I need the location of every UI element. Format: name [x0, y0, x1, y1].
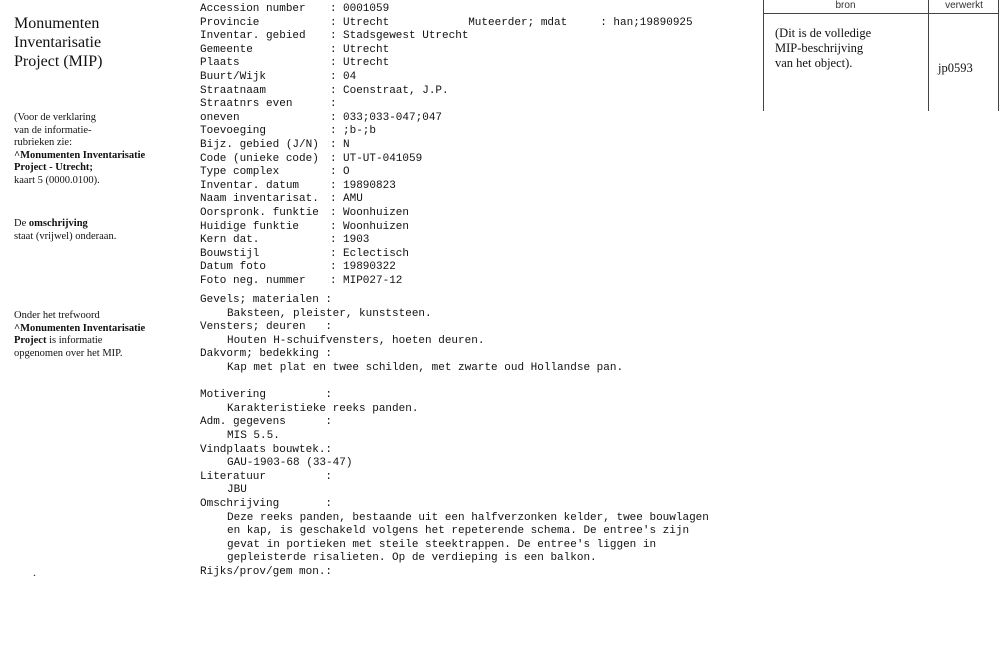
field-row	[200, 166, 468, 180]
vindplaats-label: Vindplaats bouwtek.:	[200, 443, 333, 456]
field-row	[200, 30, 468, 44]
note-line: (Voor de verklaring	[14, 112, 97, 123]
field-separator: :	[330, 166, 337, 179]
field-value: 033;033-047;047	[343, 111, 443, 124]
box-divider	[998, 0, 999, 111]
verwerkt-value: jp0593	[938, 61, 973, 75]
vensters-label: Vensters; deuren :	[200, 321, 333, 334]
field-value: 04	[343, 70, 357, 83]
bron-text	[775, 26, 925, 71]
field-label: Oorspronk. funktie	[200, 206, 319, 219]
field-separator: :	[330, 206, 337, 219]
field-row	[200, 234, 468, 248]
field-separator: :	[330, 138, 337, 151]
field-row	[200, 112, 468, 126]
motivering-text: Karakteristieke reeks panden.	[227, 402, 419, 415]
field-row	[200, 275, 468, 289]
field-separator: :	[330, 152, 337, 165]
note-line: kaart 5 (0000.0100).	[14, 174, 100, 186]
field-separator: :	[330, 274, 337, 287]
field-separator: :	[330, 193, 337, 206]
description-block	[200, 294, 709, 579]
field-label: Naam inventarisat.	[200, 193, 319, 206]
note-text: is informatie	[46, 335, 103, 346]
field-label: Type complex	[200, 166, 280, 179]
field-separator: :	[330, 247, 337, 260]
gevels-label: Gevels; materialen :	[200, 294, 333, 306]
field-value: ;b-;b	[343, 125, 377, 138]
field-row	[200, 153, 468, 167]
field-row	[200, 71, 468, 85]
field-separator: :	[330, 30, 337, 43]
field-label: Inventar. datum	[200, 179, 300, 192]
adm-text: MIS 5.5.	[227, 429, 280, 442]
note-bold: Project	[14, 335, 47, 346]
field-row	[200, 17, 468, 31]
dakvorm-text: Kap met plat en twee schilden, met zwarte oud Hollandse pan.	[227, 361, 624, 374]
omschrijving-line: en kap, is geschakeld volgens het repeterende schema. De entree's zijn	[227, 525, 690, 538]
spacer	[200, 376, 709, 390]
rijks-label: Rijks/prov/gem mon.:	[200, 565, 333, 578]
field-value: 19890322	[343, 261, 396, 274]
field-row	[200, 139, 468, 153]
field-row	[200, 85, 468, 99]
box-divider	[763, 13, 999, 14]
field-label: Gemeente	[200, 43, 253, 56]
field-separator: :	[330, 125, 337, 138]
stray-mark: .	[33, 565, 36, 579]
field-row	[200, 207, 468, 221]
field-separator: :	[330, 98, 337, 111]
literatuur-label: Literatuur :	[200, 470, 333, 483]
field-value: Utrecht	[343, 57, 390, 70]
field-separator: :	[330, 84, 337, 97]
bron-line: MIP-beschrijving	[775, 41, 864, 55]
field-label: Provincie	[200, 16, 260, 29]
field-separator: :	[330, 3, 337, 15]
field-value: MIP027-12	[343, 274, 403, 287]
note-line: rubrieken zie:	[14, 137, 73, 148]
field-row	[200, 180, 468, 194]
motivering-label: Motivering :	[200, 389, 333, 402]
verwerkt-header: verwerkt	[945, 0, 983, 11]
note-bold: omschrijving	[28, 218, 88, 229]
field-value: 1903	[343, 234, 370, 247]
field-label: Bijz. gebied (J/N)	[200, 138, 319, 151]
field-row	[200, 3, 468, 17]
literatuur-text: JBU	[227, 484, 247, 497]
box-divider	[763, 0, 764, 111]
note-line: Project - Utrecht;	[14, 162, 93, 173]
field-row	[200, 98, 468, 112]
note-line: Onder het trefwoord	[14, 310, 100, 321]
gevels-text: Baksteen, pleister, kunststeen.	[227, 307, 432, 320]
omschrijving-line: gepleisterde risalieten. Op de verdieping is een balkon.	[227, 552, 597, 565]
field-label: Huidige funktie	[200, 220, 300, 233]
omschrijving-line: gevat in portieken met steile steektrappen. De entree's liggen in	[227, 538, 657, 551]
field-separator: :	[330, 57, 337, 70]
field-value: 19890823	[343, 179, 396, 192]
field-value: Utrecht	[343, 16, 390, 29]
field-list	[200, 3, 468, 288]
omschrijving-label: Omschrijving :	[200, 497, 333, 510]
document-title	[14, 14, 184, 71]
bron-line: (Dit is de volledige	[775, 26, 872, 40]
keyword-note	[14, 310, 189, 360]
field-value: N	[343, 138, 350, 151]
vindplaats-text: GAU-1903-68 (33-47)	[227, 457, 353, 470]
note-line: staat (vrijwel) onderaan.	[14, 230, 117, 242]
field-label: Datum foto	[200, 261, 267, 274]
field-separator: :	[330, 179, 337, 192]
field-value: 0001059	[343, 3, 390, 15]
adm-label: Adm. gegevens :	[200, 416, 333, 429]
title-line: Inventarisatie	[14, 34, 102, 51]
field-separator: :	[330, 220, 337, 233]
field-row	[200, 221, 468, 235]
field-separator: :	[330, 111, 337, 124]
field-label: Buurt/Wijk	[200, 70, 267, 83]
field-label: Inventar. gebied	[200, 30, 306, 43]
note-line: ^Monumenten Inventarisatie	[14, 149, 146, 161]
mutator-label: Muteerder; mdat	[468, 16, 568, 29]
title-line: Monumenten	[14, 15, 100, 32]
field-label: Plaats	[200, 57, 240, 70]
field-row	[200, 193, 468, 207]
field-label: Code (unieke code)	[200, 152, 319, 165]
mutator-value: : han;19890925	[600, 16, 693, 29]
vensters-text: Houten H-schuifvensters, hoeten deuren.	[227, 334, 485, 347]
field-label: Straatnrs even	[200, 98, 293, 111]
field-row	[200, 261, 468, 275]
field-value: Woonhuizen	[343, 220, 410, 233]
field-separator: :	[330, 43, 337, 56]
note-line: opgenomen over het MIP.	[14, 347, 123, 359]
mutator-field	[455, 3, 693, 30]
note-line: van de informatie-	[14, 124, 92, 136]
field-label: Straatnaam	[200, 84, 267, 97]
title-line: Project (MIP)	[14, 53, 103, 70]
field-row	[200, 125, 468, 139]
field-value: Utrecht	[343, 43, 390, 56]
field-separator: :	[330, 234, 337, 247]
field-row	[200, 44, 468, 58]
field-value: Coenstraat, J.P.	[343, 84, 449, 97]
field-separator: :	[330, 261, 337, 274]
field-row	[200, 57, 468, 71]
field-value: UT-UT-041059	[343, 152, 423, 165]
field-label: Toevoeging	[200, 125, 267, 138]
field-label: Foto neg. nummer	[200, 274, 306, 287]
field-separator: :	[330, 16, 337, 29]
field-label: oneven	[200, 111, 240, 124]
field-separator: :	[330, 70, 337, 83]
field-label: Bouwstijl	[200, 247, 260, 260]
source-box	[763, 0, 999, 111]
field-value: AMU	[343, 193, 363, 206]
note-text: De	[14, 218, 29, 229]
description-note	[14, 218, 189, 243]
field-row	[200, 248, 468, 262]
dakvorm-label: Dakvorm; bedekking :	[200, 348, 333, 361]
legend-note	[14, 112, 189, 187]
field-value: Eclectisch	[343, 247, 410, 260]
box-divider	[928, 0, 929, 111]
field-value: O	[343, 166, 350, 179]
bron-header: bron	[835, 0, 856, 11]
field-label: Accession number	[200, 3, 306, 15]
field-value: Woonhuizen	[343, 206, 410, 219]
omschrijving-line: Deze reeks panden, bestaande uit een halfverzonken kelder, twee bouwlagen	[227, 511, 709, 524]
note-line: ^Monumenten Inventarisatie	[14, 322, 146, 334]
bron-line: van het object).	[775, 56, 853, 70]
field-label: Kern dat.	[200, 234, 260, 247]
field-value: Stadsgewest Utrecht	[343, 30, 469, 43]
